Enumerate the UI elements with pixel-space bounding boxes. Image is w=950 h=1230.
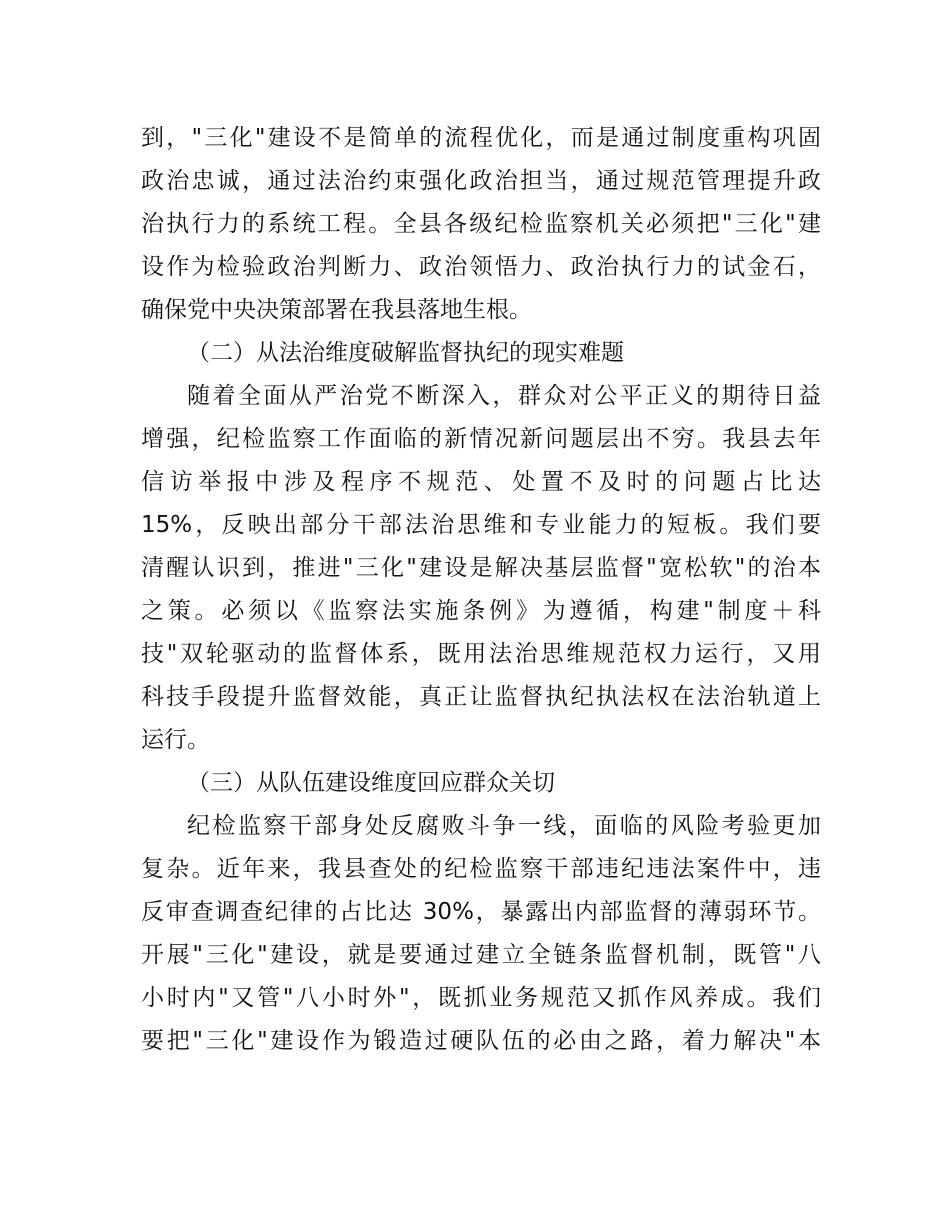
text-line: 增强，纪检监察工作面临的新情况新问题层出不穷。我县去年: [141, 426, 821, 452]
text-line: 治执行力的系统工程。全县各级纪检监察机关必须把"三化"建: [141, 211, 821, 237]
text-line: 技"双轮驱动的监督体系，既用法治思维规范权力运行，又用: [141, 641, 821, 667]
text-line: 反审查调查纪律的占比达 30%，暴露出内部监督的薄弱环节。: [141, 899, 821, 925]
text-line: 到，"三化"建设不是简单的流程优化，而是通过制度重构巩固: [141, 125, 821, 151]
text-line: 政治忠诚，通过法治约束强化政治担当，通过规范管理提升政: [141, 168, 821, 194]
text-line: 开展"三化"建设，就是要通过建立全链条监督机制，既管"八: [141, 942, 821, 968]
text-line: 随着全面从严治党不断深入，群众对公平正义的期待日益: [187, 383, 821, 409]
text-line: 之策。必须以《监察法实施条例》为遵循，构建"制度＋科: [141, 598, 821, 624]
text-line: 复杂。近年来，我县查处的纪检监察干部违纪违法案件中，违: [141, 856, 821, 882]
text-line: 清醒认识到，推进"三化"建设是解决基层监督"宽松软"的治本: [141, 555, 821, 581]
text-line: 小时内"又管"八小时外"，既抓业务规范又抓作风养成。我们: [141, 985, 821, 1011]
text-line: 纪检监察干部身处反腐败斗争一线，面临的风险考验更加: [187, 813, 821, 839]
section-heading: （三）从队伍建设维度回应群众关切: [187, 770, 555, 796]
text-line: 要把"三化"建设作为锻造过硬队伍的必由之路，着力解决"本: [141, 1028, 821, 1054]
text-line: 科技手段提升监督效能，真正让监督执纪执法权在法治轨道上: [141, 684, 821, 710]
text-line: 运行。: [141, 727, 210, 753]
text-line: 设作为检验政治判断力、政治领悟力、政治执行力的试金石，: [141, 254, 821, 280]
document-body: [141, 117, 821, 1063]
text-line: 确保党中央决策部署在我县落地生根。: [141, 297, 532, 323]
text-line: 信访举报中涉及程序不规范、处置不及时的问题占比达: [141, 469, 821, 495]
text-line: 15%，反映出部分干部法治思维和专业能力的短板。我们要: [141, 512, 821, 538]
section-heading: （二）从法治维度破解监督执纪的现实难题: [187, 340, 624, 366]
